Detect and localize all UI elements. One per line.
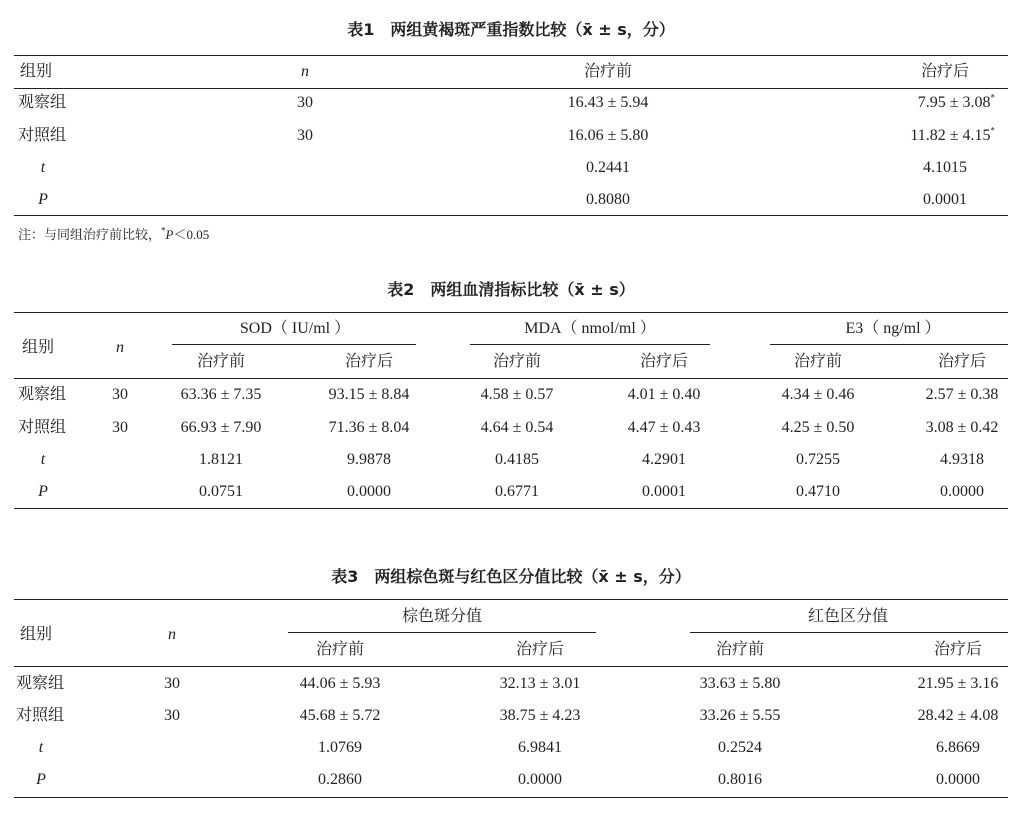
table3-top-rule: [14, 599, 1008, 600]
table3-row2-brown-before: 45.68 ± 5.72: [299, 707, 381, 724]
table3-row1-red-after: 21.95 ± 3.16: [917, 675, 999, 692]
table2-row3-e3-before: 0.7255: [796, 451, 840, 468]
table1-header-n: n: [301, 63, 309, 80]
table1-caption: 表1 两组黄褐斑严重指数比较（x̄ ± s，分）: [347, 20, 675, 39]
table3-row1-n: 30: [164, 675, 180, 692]
table3-row4-red-after: 0.0000: [936, 771, 980, 788]
table3-row1-brown-before: 44.06 ± 5.93: [299, 675, 381, 692]
table3-row3-red-after: 6.8669: [936, 739, 980, 756]
table2-span-e3: E3（ ng/ml ）: [845, 320, 941, 337]
table2-sub-mda-after: 治疗后: [639, 353, 689, 370]
table1-row2-before: 16.06 ± 5.80: [567, 127, 649, 144]
table1-row1-n: 30: [297, 94, 313, 111]
table3-row1-red-before: 33.63 ± 5.80: [699, 675, 781, 692]
table2-row3-e3-after: 4.9318: [940, 451, 984, 468]
table3-span-brown: 棕色斑分值: [401, 608, 483, 625]
table3-sub-red-after: 治疗后: [933, 641, 983, 658]
table3-row2-red-before: 33.26 ± 5.55: [699, 707, 781, 724]
table3-header-rule: [14, 666, 1008, 667]
table3-span-rule-brown: [288, 632, 596, 633]
table2-span-mda: MDA（ nmol/ml ）: [524, 320, 656, 337]
table1-footnote: 注：与同组治疗前比较，*P＜0.05: [18, 225, 210, 242]
table2-row2-e3-before: 4.25 ± 0.50: [781, 419, 855, 436]
table2-row1-sod-after: 93.15 ± 8.84: [328, 386, 410, 403]
table1-row1-after: 7.95 ± 3.08*: [917, 92, 995, 111]
significance-mark: *: [990, 92, 995, 103]
table2-row4-sod-after: 0.0000: [347, 483, 391, 500]
table3-row4-group: P: [36, 771, 46, 788]
table3-row1-group: 观察组: [16, 675, 65, 692]
table1-row3-group: t: [40, 159, 46, 176]
table2-row2-n: 30: [112, 419, 128, 436]
table2-sub-e3-after: 治疗后: [937, 353, 987, 370]
table2-span-rule-sod: [172, 344, 416, 345]
table2-span-rule-mda: [470, 344, 710, 345]
table3-span-rule-red: [690, 632, 1008, 633]
table2-row1-mda-before: 4.58 ± 0.57: [480, 386, 554, 403]
table2-row3-mda-after: 4.2901: [642, 451, 686, 468]
table2-row4-mda-before: 0.6771: [495, 483, 539, 500]
table2-row4-group: P: [38, 483, 48, 500]
table1-header-group: 组别: [20, 63, 53, 80]
table2-header-rule: [14, 378, 1008, 379]
table3-header-n: n: [168, 626, 176, 643]
table2-header-n: n: [116, 339, 124, 356]
table3-sub-red-before: 治疗前: [715, 641, 765, 658]
table2-row3-sod-before: 1.8121: [199, 451, 243, 468]
table3-span-red: 红色区分值: [807, 608, 889, 625]
table2-row3-mda-before: 0.4185: [495, 451, 539, 468]
table3-row4-red-before: 0.8016: [718, 771, 762, 788]
table1-bottom-rule: [14, 215, 1008, 216]
table2-sub-sod-after: 治疗后: [344, 353, 394, 370]
table3-caption: 表3 两组棕色斑与红色区分值比较（x̄ ± s，分）: [331, 567, 691, 586]
table1-header-before: 治疗前: [583, 63, 633, 80]
table2-header-group: 组别: [22, 339, 55, 356]
table2-span-rule-e3: [770, 344, 1008, 345]
table2-row1-mda-after: 4.01 ± 0.40: [627, 386, 701, 403]
table3-row4-brown-before: 0.2860: [318, 771, 362, 788]
table2-row1-e3-after: 2.57 ± 0.38: [925, 386, 999, 403]
table2-row3-sod-after: 9.9878: [347, 451, 391, 468]
table2-span-sod: SOD（ IU/ml ）: [239, 320, 351, 337]
table2-row2-group: 对照组: [18, 419, 67, 436]
table2-row2-mda-after: 4.47 ± 0.43: [627, 419, 701, 436]
table1-header-rule: [14, 88, 1008, 89]
table2-row2-sod-before: 66.93 ± 7.90: [180, 419, 262, 436]
table3-sub-brown-after: 治疗后: [515, 641, 565, 658]
table1-row4-group: P: [38, 191, 48, 208]
table2-row1-e3-before: 4.34 ± 0.46: [781, 386, 855, 403]
table3-bottom-rule: [14, 797, 1008, 798]
table3-header-group: 组别: [20, 626, 53, 643]
table2-sub-e3-before: 治疗前: [793, 353, 843, 370]
table3-row1-brown-after: 32.13 ± 3.01: [499, 675, 581, 692]
table2-row4-e3-after: 0.0000: [940, 483, 984, 500]
table2-row2-e3-after: 3.08 ± 0.42: [925, 419, 999, 436]
table2-row4-mda-after: 0.0001: [642, 483, 686, 500]
table1-row3-before: 0.2441: [586, 159, 630, 176]
table2-top-rule: [14, 312, 1008, 313]
table1-top-rule: [14, 55, 1008, 56]
table3-row2-group: 对照组: [16, 707, 65, 724]
table1-row1-before: 16.43 ± 5.94: [567, 94, 649, 111]
table2-sub-sod-before: 治疗前: [196, 353, 246, 370]
table2-row4-e3-before: 0.4710: [796, 483, 840, 500]
table1-row2-n: 30: [297, 127, 313, 144]
table3-row3-brown-before: 1.0769: [318, 739, 362, 756]
table2-row2-sod-after: 71.36 ± 8.04: [328, 419, 410, 436]
table1-row4-after: 0.0001: [923, 191, 967, 208]
table2-row1-n: 30: [112, 386, 128, 403]
table1-row2-group: 对照组: [18, 127, 67, 144]
table1-row1-group: 观察组: [18, 94, 67, 111]
table3-row2-red-after: 28.42 ± 4.08: [917, 707, 999, 724]
table2-row2-mda-before: 4.64 ± 0.54: [480, 419, 554, 436]
significance-mark: *: [990, 125, 995, 136]
table3-row3-brown-after: 6.9841: [518, 739, 562, 756]
table1-row2-after: 11.82 ± 4.15*: [910, 125, 995, 144]
table2-row1-group: 观察组: [18, 386, 67, 403]
table2-row1-sod-before: 63.36 ± 7.35: [180, 386, 262, 403]
table2-row4-sod-before: 0.0751: [199, 483, 243, 500]
table3-row3-group: t: [38, 739, 44, 756]
table2-bottom-rule: [14, 508, 1008, 509]
table3-row3-red-before: 0.2524: [718, 739, 762, 756]
table3-sub-brown-before: 治疗前: [315, 641, 365, 658]
table2-caption: 表2 两组血清指标比较（x̄ ± s）: [387, 280, 635, 299]
table2-sub-mda-before: 治疗前: [492, 353, 542, 370]
table3-row2-brown-after: 38.75 ± 4.23: [499, 707, 581, 724]
table1-row3-after: 4.1015: [923, 159, 967, 176]
table2-row3-group: t: [40, 451, 46, 468]
table3-row2-n: 30: [164, 707, 180, 724]
table1-header-after: 治疗后: [920, 63, 970, 80]
table1-row4-before: 0.8080: [586, 191, 630, 208]
table3-row4-brown-after: 0.0000: [518, 771, 562, 788]
